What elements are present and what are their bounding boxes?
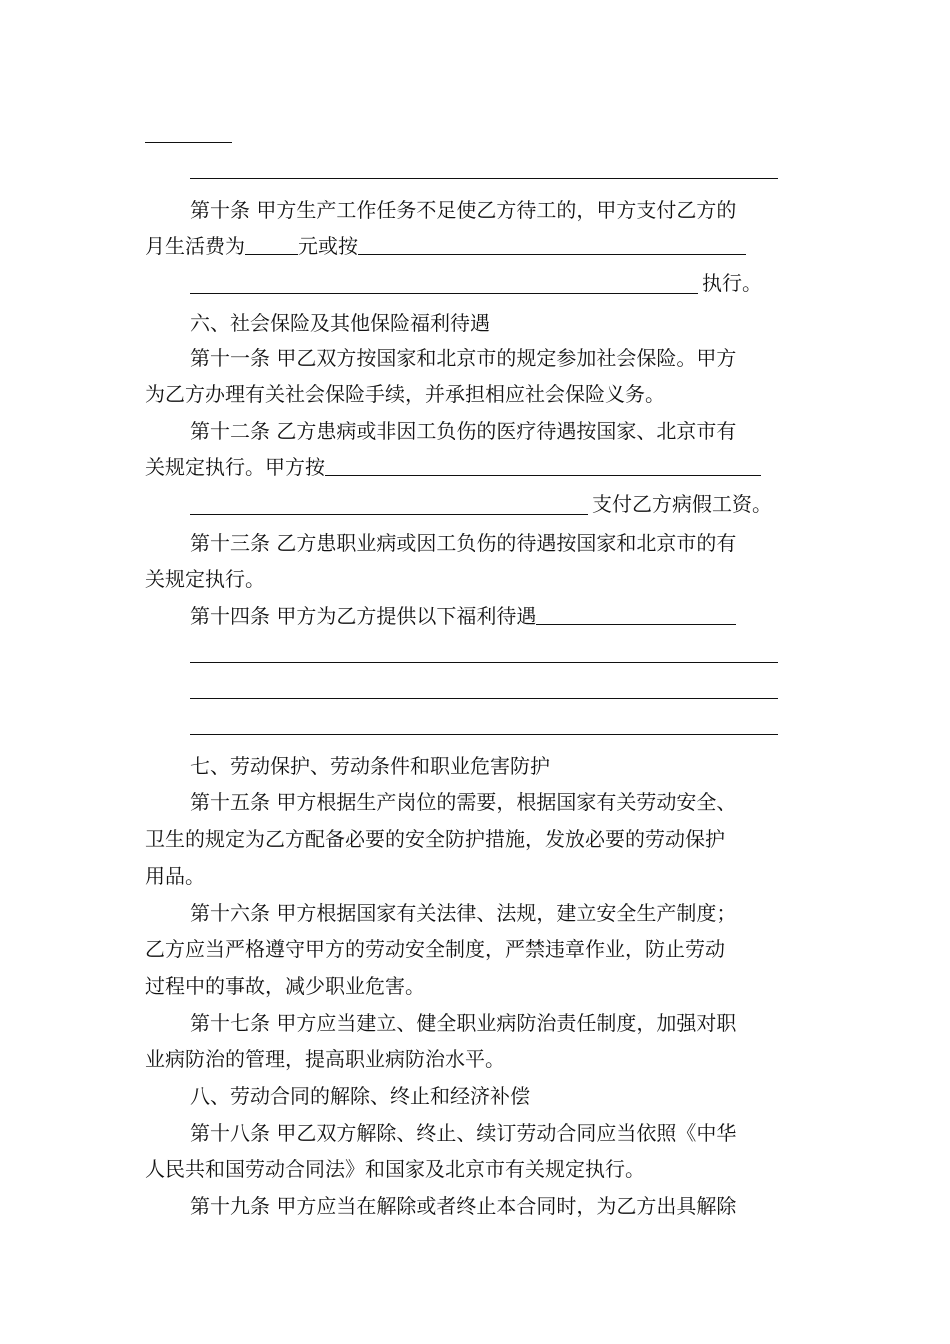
article12-text: 关规定执行。甲方按 xyxy=(145,455,325,479)
article11-line1: 第十一条 甲乙双方按国家和北京市的规定参加社会保险。甲方 xyxy=(190,346,737,370)
blank-line-article12 xyxy=(190,514,588,515)
section6-title: 六、社会保险及其他保险福利待遇 xyxy=(190,311,490,335)
article15-line1: 第十五条 甲方根据生产岗位的需要，根据国家有关劳动安全、 xyxy=(190,790,737,814)
blank-line-top-long xyxy=(190,178,778,179)
article13-line1: 第十三条 乙方患职业病或因工负伤的待遇按国家和北京市的有 xyxy=(190,531,737,555)
article14-text: 第十四条 甲方为乙方提供以下福利待遇 xyxy=(190,604,537,628)
article16-line2: 乙方应当严格遵守甲方的劳动安全制度，严禁违章作业，防止劳动 xyxy=(145,937,725,961)
article16-line1: 第十六条 甲方根据国家有关法律、法规，建立安全生产制度； xyxy=(190,901,737,925)
article14-line1 xyxy=(190,606,736,626)
article10-text-a: 月生活费为 xyxy=(145,234,245,258)
blank-line-top-short xyxy=(145,142,232,143)
article19-line1: 第十九条 甲方应当在解除或者终止本合同时，为乙方出具解除 xyxy=(190,1194,737,1218)
blank-benefits xyxy=(536,623,736,625)
article17-line1: 第十七条 甲方应当建立、健全职业病防治责任制度，加强对职 xyxy=(190,1011,737,1035)
article16-line3: 过程中的事故，减少职业危害。 xyxy=(145,974,425,998)
article17-line2: 业病防治的管理，提高职业病防治水平。 xyxy=(145,1047,505,1071)
article12-line3-end: 支付乙方病假工资。 xyxy=(592,492,772,516)
blank-line-benefits-3 xyxy=(190,734,778,735)
blank-line-benefits-1 xyxy=(190,662,778,663)
blank-line-article10 xyxy=(190,293,698,294)
article13-line2: 关规定执行。 xyxy=(145,567,265,591)
blank-line-benefits-2 xyxy=(190,698,778,699)
article18-line2: 人民共和国劳动合同法》和国家及北京市有关规定执行。 xyxy=(145,1157,645,1181)
blank-standard xyxy=(358,253,746,255)
article10-line2 xyxy=(145,236,746,256)
article12-line2 xyxy=(145,457,761,477)
article10-line1: 第十条 甲方生产工作任务不足使乙方待工的，甲方支付乙方的 xyxy=(190,198,737,222)
article15-line3: 用品。 xyxy=(145,864,205,888)
article10-line3-end: 执行。 xyxy=(702,271,762,295)
blank-amount xyxy=(245,253,298,255)
section7-title: 七、劳动保护、劳动条件和职业危害防护 xyxy=(190,754,550,778)
article12-line1: 第十二条 乙方患病或非因工负伤的医疗待遇按国家、北京市有 xyxy=(190,419,737,443)
blank-sick-pay-standard xyxy=(325,474,761,476)
article10-text-b: 元或按 xyxy=(298,234,358,258)
article18-line1: 第十八条 甲乙双方解除、终止、续订劳动合同应当依照《中华 xyxy=(190,1121,737,1145)
section8-title: 八、劳动合同的解除、终止和经济补偿 xyxy=(190,1084,530,1108)
article15-line2: 卫生的规定为乙方配备必要的安全防护措施，发放必要的劳动保护 xyxy=(145,827,725,851)
article11-line2: 为乙方办理有关社会保险手续，并承担相应社会保险义务。 xyxy=(145,382,665,406)
